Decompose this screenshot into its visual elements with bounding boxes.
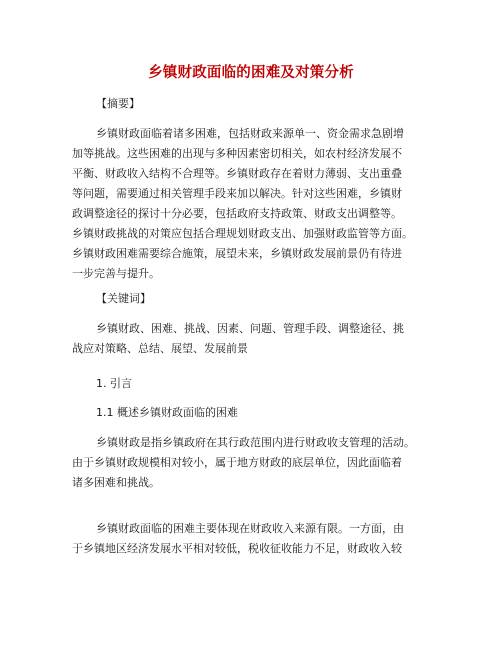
paragraph-line: 于乡镇地区经济发展水平相对较低，税收征收能力不足，财政收入较 <box>72 542 402 555</box>
abstract-line: 加等挑战。这些困难的出现与多种因素密切相关，如农村经济发展不 <box>72 147 402 160</box>
subsection-heading <box>72 403 472 423</box>
keywords-heading: 【关键词】 <box>96 292 151 305</box>
abstract-line: 政调整途径的探讨十分必要，包括政府支持政策、财政支出调整等。 <box>72 207 402 220</box>
paragraph-line: 诸多困难和挑战。 <box>72 476 160 489</box>
paragraph-2 <box>72 519 472 559</box>
paragraph-line: 乡镇财政面临的困难主要体现在财政收入来源有限。一方面，由 <box>96 522 404 535</box>
abstract-line: 乡镇财政困难需要综合施策，展望未来，乡镇财政发展前景仍有待进 <box>72 247 402 260</box>
keywords-body <box>72 319 472 359</box>
abstract-line: 平衡、财政收入结构不合理等。乡镇财政存在着财力薄弱、支出重叠 <box>72 167 402 180</box>
abstract-line: 乡镇财政挑战的对策应包括合理规划财政支出、加强财政监管等方面。 <box>72 227 413 240</box>
keywords-line: 战应对策略、总结、展望、发展前景 <box>72 342 248 355</box>
paragraph-line: 由于乡镇财政规模相对较小，属于地方财政的底层单位，因此面临着 <box>72 456 402 469</box>
paragraph-line: 乡镇财政是指乡镇政府在其行政范围内进行财政收支管理的活动。 <box>96 436 415 449</box>
abstract-line: 一步完善与提升。 <box>72 267 160 280</box>
abstract-heading: 【摘要】 <box>96 97 140 110</box>
section-heading <box>72 374 472 394</box>
abstract-section <box>72 94 472 114</box>
abstract-line: 等问题，需要通过相关管理手段来加以解决。针对这些困难，乡镇财 <box>72 187 402 200</box>
document-title: 乡镇财政面临的困难及对策分析 <box>148 65 354 81</box>
abstract-line: 乡镇财政面临着诸多困难，包括财政来源单一、资金需求急剧增 <box>96 127 404 140</box>
keywords-section <box>72 289 472 309</box>
section-1-heading: 1. 引言 <box>96 377 132 390</box>
paragraph-1 <box>72 433 472 493</box>
keywords-line: 乡镇财政、困难、挑战、因素、问题、管理手段、调整途径、挑 <box>96 322 404 335</box>
section-1-1-heading: 1.1 概述乡镇财政面临的困难 <box>96 406 238 419</box>
abstract-body <box>72 124 472 284</box>
